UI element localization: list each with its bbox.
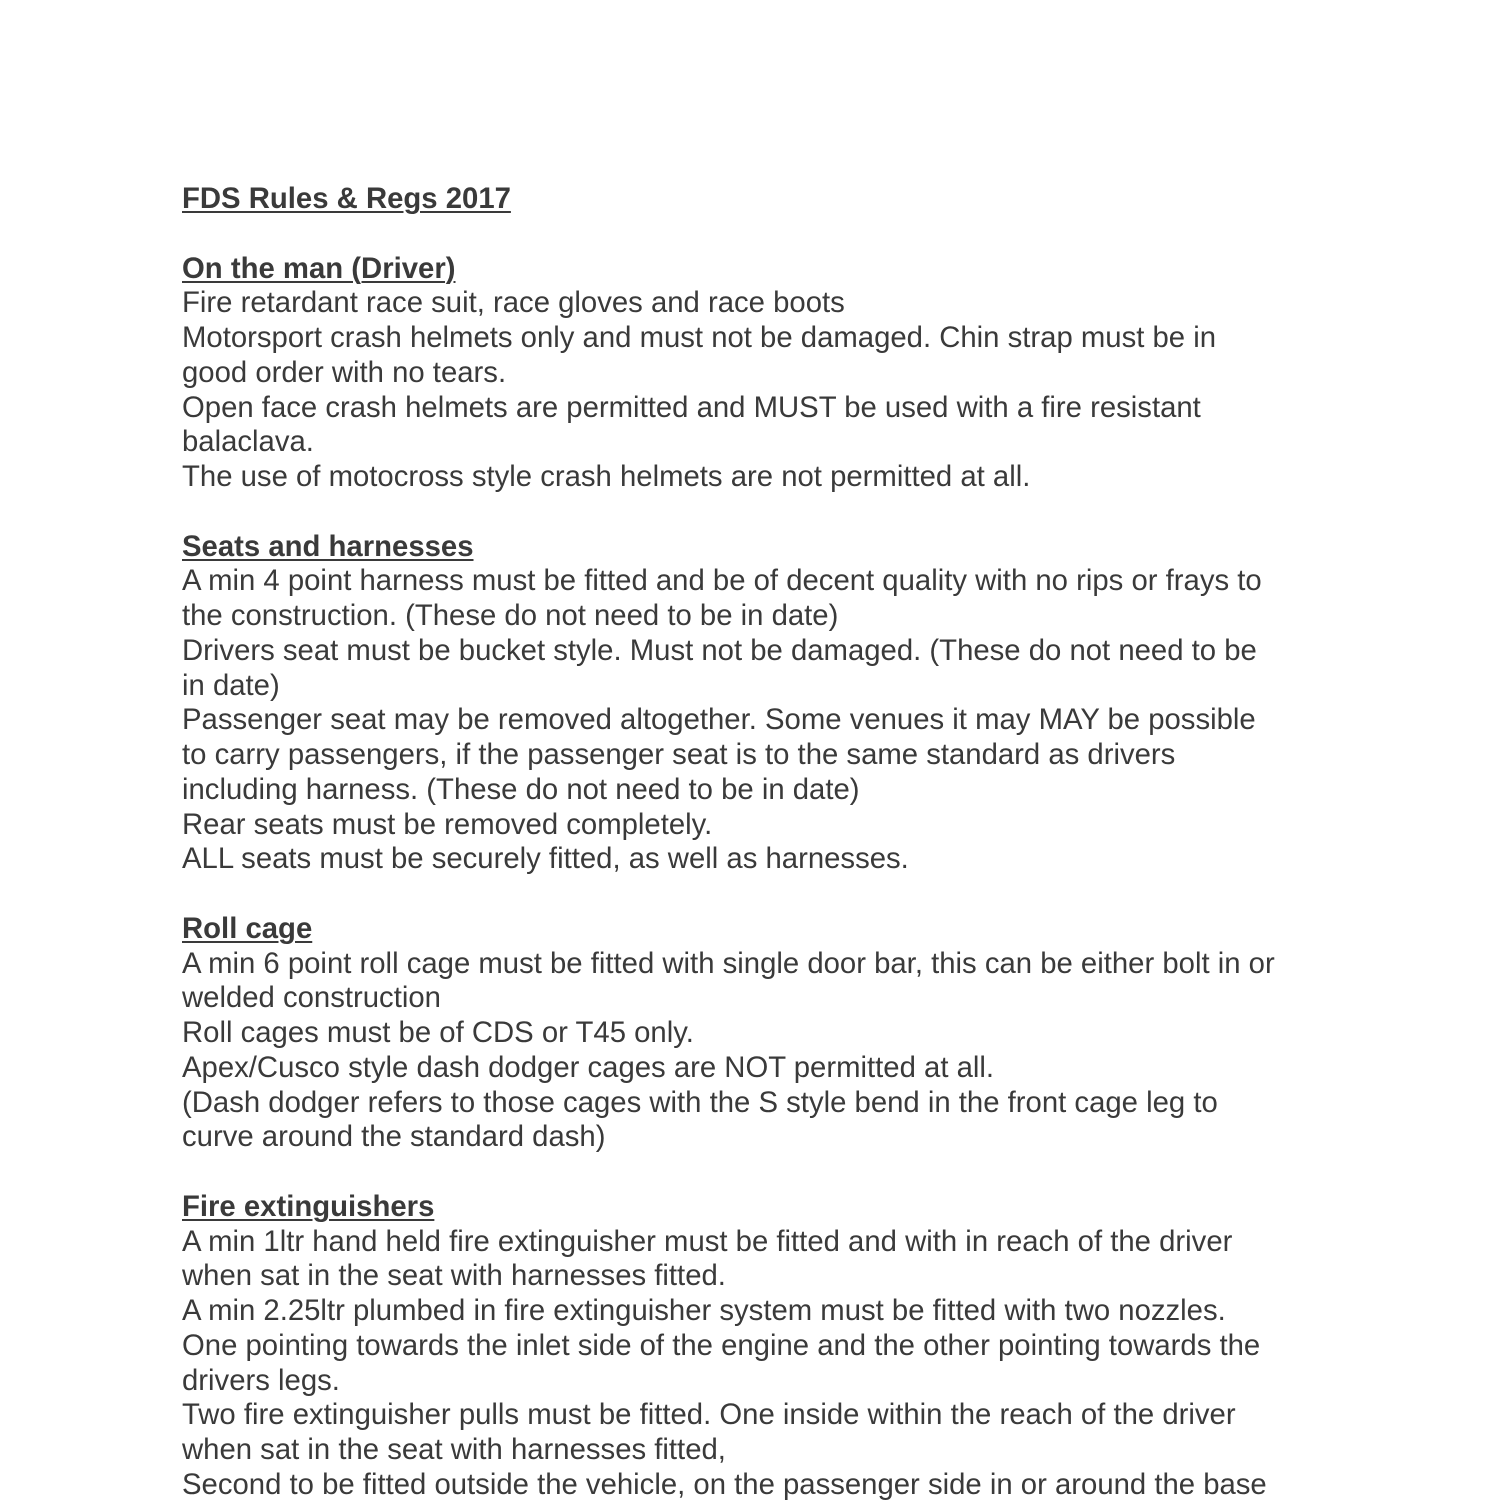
text-line: welded construction xyxy=(182,981,441,1015)
blank-line xyxy=(182,1155,1275,1190)
text-line: Open face crash helmets are permitted and MUST be used with a fire resistant xyxy=(182,390,1201,424)
text-line: Motorsport crash helmets only and must not be damaged. Chin strap must be in xyxy=(182,321,1217,354)
text-line: curve around the standard dash) xyxy=(182,1120,606,1154)
text-line: when sat in the seat with harnesses fitted. xyxy=(182,1259,726,1293)
text-line: including harness. (These do not need to be in date) xyxy=(182,772,860,806)
section-heading: On the man (Driver) xyxy=(182,251,456,285)
section xyxy=(182,1155,1275,1503)
document-body xyxy=(182,182,1275,1503)
document-title: FDS Rules & Regs 2017 xyxy=(182,182,511,215)
blank-line xyxy=(182,495,1275,530)
text-line: Second to be fitted outside the vehicle, on the passenger side in or around the base xyxy=(182,1467,1267,1501)
text-line: balaclava. xyxy=(182,425,314,459)
section xyxy=(182,495,1275,877)
section xyxy=(182,877,1275,1155)
text-line: to carry passengers, if the passenger seat is to the same standard as drivers xyxy=(182,738,1176,771)
text-line: Apex/Cusco style dash dodger cages are NOT permitted at all. xyxy=(182,1050,995,1084)
text-line: A min 6 point roll cage must be fitted with single door bar, this can be either bolt in or xyxy=(182,946,1275,980)
text-line: Fire retardant race suit, race gloves and race boots xyxy=(182,286,845,320)
sections xyxy=(182,217,1275,1503)
section-heading: Roll cage xyxy=(182,911,313,945)
section-heading: Seats and harnesses xyxy=(182,529,474,563)
text-line: when sat in the seat with harnesses fitted, xyxy=(182,1433,726,1466)
text-line: A min 4 point harness must be fitted and be of decent quality with no rips or frays to xyxy=(182,564,1262,598)
text-line: ALL seats must be securely fitted, as well as harnesses. xyxy=(182,842,909,876)
section xyxy=(182,217,1275,495)
text-line: good order with no tears. xyxy=(182,355,507,389)
text-line: Drivers seat must be bucket style. Must not be damaged. (These do not need to be xyxy=(182,633,1257,667)
text-line: A min 2.25ltr plumbed in fire extinguisher system must be fitted with two nozzles. xyxy=(182,1294,1226,1327)
text-line: (Dash dodger refers to those cages with the S style bend in the front cage leg to xyxy=(182,1085,1218,1119)
blank-line xyxy=(182,877,1275,912)
text-line: Two fire extinguisher pulls must be fitted. One inside within the reach of the driver xyxy=(182,1398,1236,1432)
text-line: Rear seats must be removed completely. xyxy=(182,807,713,841)
text-line: the construction. (These do not need to be in date) xyxy=(182,599,839,632)
text-line: Roll cages must be of CDS or T45 only. xyxy=(182,1016,694,1049)
section-heading: Fire extinguishers xyxy=(182,1189,435,1223)
text-line: One pointing towards the inlet side of the engine and the other pointing towards the xyxy=(182,1328,1261,1362)
text-line: A min 1ltr hand held fire extinguisher must be fitted and with in reach of the driver xyxy=(182,1224,1233,1258)
text-line: The use of motocross style crash helmets are not permitted at all. xyxy=(182,460,1031,493)
blank-line xyxy=(182,217,1275,252)
text-line: Passenger seat may be removed altogether. Some venues it may MAY be possible xyxy=(182,703,1256,737)
text-line: in date) xyxy=(182,668,280,702)
text-line: drivers legs. xyxy=(182,1363,340,1397)
